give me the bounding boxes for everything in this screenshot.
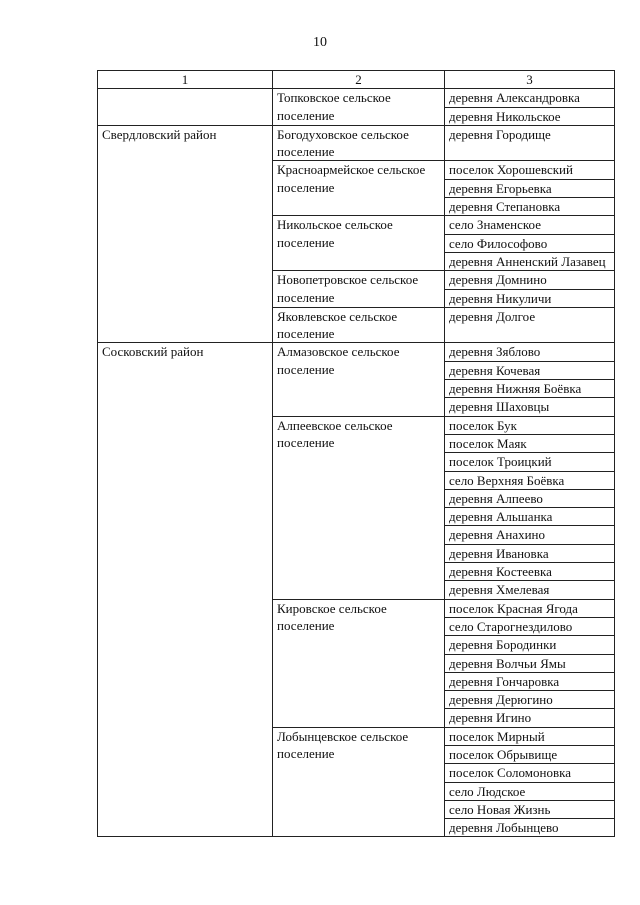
locality-cell: деревня Лобынцево: [445, 819, 615, 837]
locality-cell: село Старогнездилово: [445, 617, 615, 635]
locality-cell: деревня Городище: [445, 125, 615, 161]
locality-cell: село Верхняя Боёвка: [445, 471, 615, 489]
locality-cell: поселок Бук: [445, 416, 615, 434]
locality-cell: деревня Шаховцы: [445, 398, 615, 416]
locality-cell: деревня Игино: [445, 709, 615, 727]
table-header-row: [98, 71, 615, 89]
settlement-cell: Новопетровское сельское поселение: [273, 271, 445, 308]
locality-cell: деревня Костеевка: [445, 563, 615, 581]
locality-cell: деревня Альшанка: [445, 508, 615, 526]
locality-cell: деревня Никольское: [445, 107, 615, 125]
locality-cell: деревня Анахино: [445, 526, 615, 544]
locality-cell: поселок Обрывище: [445, 745, 615, 763]
table-row: [98, 125, 615, 161]
settlement-cell: Алмазовское сельское поселение: [273, 343, 445, 416]
column-header-1: 1: [98, 71, 273, 89]
settlement-cell: Красноармейское сельское поселение: [273, 161, 445, 216]
locality-cell: поселок Мирный: [445, 727, 615, 745]
locality-cell: деревня Хмелевая: [445, 581, 615, 599]
settlement-cell: Яковлевское сельское поселение: [273, 307, 445, 343]
locality-cell: деревня Никуличи: [445, 289, 615, 307]
district-cell: Сосковский район: [98, 343, 273, 837]
settlement-cell: Богодуховское сельское поселение: [273, 125, 445, 161]
locality-cell: деревня Зяблово: [445, 343, 615, 361]
locality-cell: деревня Дерюгино: [445, 691, 615, 709]
locality-cell: деревня Алпеево: [445, 489, 615, 507]
table-row: [98, 343, 615, 361]
locality-cell: деревня Егорьевка: [445, 179, 615, 197]
locality-cell: поселок Соломоновка: [445, 764, 615, 782]
locality-cell: село Философово: [445, 234, 615, 252]
locality-cell: деревня Александровка: [445, 89, 615, 107]
locality-cell: деревня Волчьи Ямы: [445, 654, 615, 672]
locality-cell: деревня Степановка: [445, 198, 615, 216]
locality-cell: поселок Хорошевский: [445, 161, 615, 179]
locality-cell: деревня Долгое: [445, 307, 615, 343]
settlement-cell: Кировское сельское поселение: [273, 599, 445, 727]
locality-cell: поселок Троицкий: [445, 453, 615, 471]
locality-cell: деревня Бородинки: [445, 636, 615, 654]
locality-cell: деревня Кочевая: [445, 361, 615, 379]
district-cell: [98, 89, 273, 126]
settlement-cell: Топковское сельское поселение: [273, 89, 445, 126]
table-body: [98, 71, 615, 837]
locality-cell: деревня Домнино: [445, 271, 615, 289]
district-cell: Свердловский район: [98, 125, 273, 343]
locality-cell: деревня Анненский Лазавец: [445, 252, 615, 270]
page-number: 10: [313, 35, 327, 50]
locality-cell: поселок Маяк: [445, 434, 615, 452]
locality-cell: село Людское: [445, 782, 615, 800]
locality-cell: деревня Нижняя Боёвка: [445, 380, 615, 398]
settlement-cell: Никольское сельское поселение: [273, 216, 445, 271]
column-header-3: 3: [445, 71, 615, 89]
locality-cell: село Знаменское: [445, 216, 615, 234]
column-header-2: 2: [273, 71, 445, 89]
locality-cell: поселок Красная Ягода: [445, 599, 615, 617]
locality-cell: деревня Ивановка: [445, 544, 615, 562]
settlements-table: [97, 70, 615, 837]
settlement-cell: Алпеевское сельское поселение: [273, 416, 445, 599]
locality-cell: деревня Гончаровка: [445, 672, 615, 690]
locality-cell: село Новая Жизнь: [445, 800, 615, 818]
table-row: [98, 89, 615, 107]
settlement-cell: Лобынцевское сельское поселение: [273, 727, 445, 837]
